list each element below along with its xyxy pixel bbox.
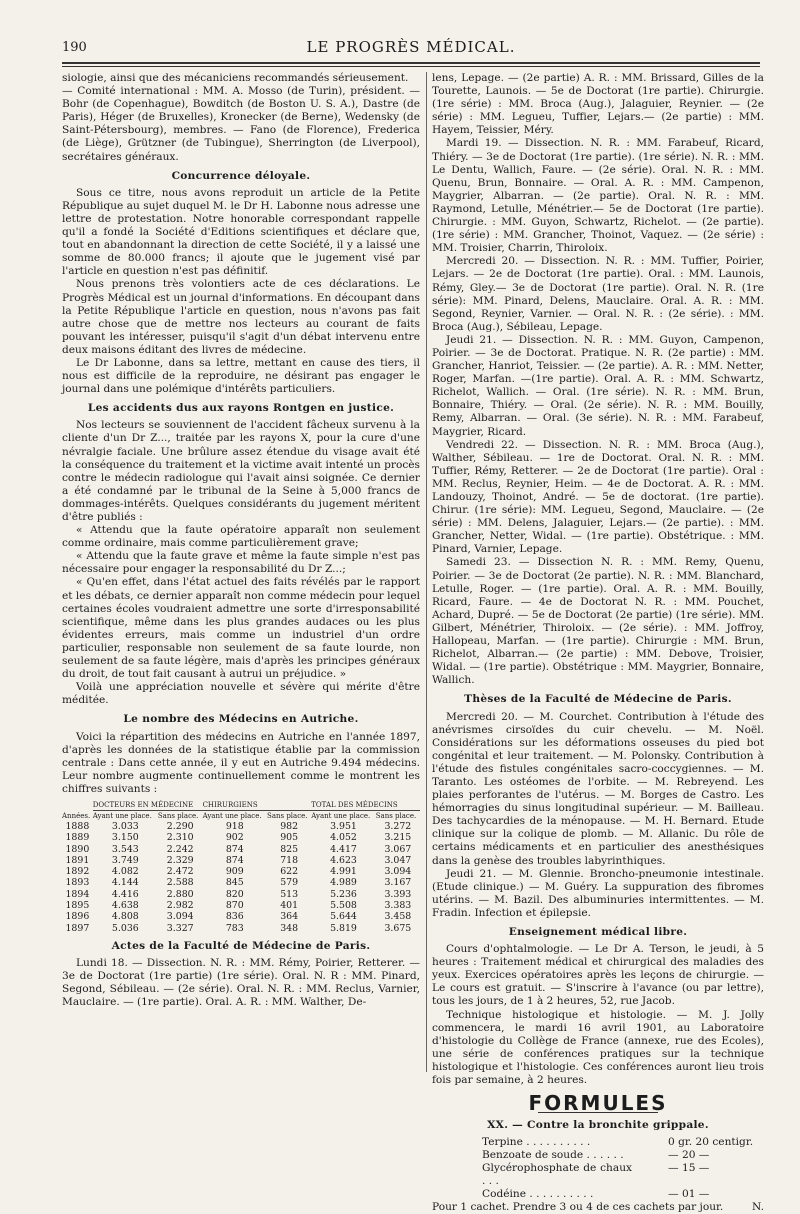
- page-number: 190: [62, 40, 87, 55]
- formula-line: [432, 1188, 764, 1201]
- count-cell: 3.094: [166, 911, 194, 923]
- section-heading: Thèses de la Faculté de Médecine de Paris.: [464, 693, 732, 706]
- journal-title: LE PROGRÈS MÉDICAL.: [306, 38, 516, 56]
- count-cell: 3.675: [384, 922, 412, 934]
- count-cell: 3.749: [111, 854, 139, 866]
- paragraph: Lundi 18. — Dissection. N. R. : MM. Rémy, Poirier, Retterer. — 3e de Doctorat (1re partie) (1re série). Oral. N. R : MM. Pinard, Segond, Sébileau. — (2e série). Oral. N. R. : MM. Reclus, Varnier, Mauclaire. — (1re partie). Oral. A. R. : MM. Walther, De-: [62, 957, 420, 1009]
- paragraph: Jeudi 21. — Dissection. N. R. : MM. Guyon, Campenon, Poirier. — 3e de Doctorat. Pratique. N. R. (2e partie) : MM. Grancher, Hanriot, Teissier. — (2e partie). A. R. : MM. Netter, Roger, Marfan. —(1re partie). Oral. A. R. : MM. Schwartz, Richelot, Wallich. — Oral. (1re série). N. R. : MM. Brun, Bonnaire, Thiéry. — Oral. (2e série). N. R. : MM. Bouilly, Remy, Albarran. — Oral. (3e série). N. R. : MM. Farabeuf, Maygrier, Ricard.: [432, 333, 764, 438]
- count-cell: 3.033: [111, 820, 139, 832]
- count-cell: 874: [225, 854, 244, 866]
- paragraph: Voici la répartition des médecins en Autriche en l'année 1897, d'après les données de la statistique établie par la commission centrale : Dans cette année, il y eut en Autriche 9.494 médecins. Leur nombre augmente continuellement comme le montrent les chiffres suivants :: [62, 730, 420, 795]
- count-cell: 3.951: [330, 820, 357, 832]
- count-cell: 2.588: [166, 877, 194, 889]
- signature: N.: [752, 1201, 764, 1214]
- table-header: Ayant une place.: [202, 811, 262, 820]
- count-cell: 2.982: [166, 900, 194, 912]
- count-cell: 2.472: [166, 866, 194, 878]
- ingredient-dose: — 20 —: [668, 1149, 710, 1162]
- count-cell: 4.052: [330, 832, 357, 844]
- paragraph: Mercredi 20. — Dissection. N. R. : MM. Tuffier, Poirier, Lejars. — 2e de Doctorat (1re partie). Oral. : MM. Launois, Rémy, Gley.— 3e de Doctorat (1re partie). Oral. N. R. (1re série): MM. Pinard, Delens, Mauclaire. Oral. A. R. : MM. Segond, Reynier, Varnier. — Oral. N. R. : (2e série). : MM. Broca (Aug.), Sébileau, Lepage.: [432, 255, 764, 333]
- table-header: Sans place.: [375, 811, 417, 820]
- header-rule: [62, 62, 760, 64]
- section-heading: XX. — Contre la bronchite grippale.: [487, 1119, 709, 1132]
- paragraph: lens, Lepage. — (2e partie) A. R. : MM. Brissard, Gilles de la Tourette, Launois. — 5e de Doctorat (1re partie). Chirurgie. (1re série) : MM. Broca (Aug.), Jalaguier, Reynier. — (2e série) : MM. Legueu, Tuffier, Lejars.— (2e partie) : MM. Hayem, Teissier, Méry.: [432, 72, 764, 137]
- ingredient-dose: — 15 —: [668, 1162, 710, 1175]
- paragraph: Mercredi 20. — M. Courchet. Contribution à l'étude des anévrismes cirsoïdes du cuir chevelu. — M. Noël. Considérations sur les déformations osseuses du pied bot congénital et leur traitement. — M. Polonsky. Contribution à l'étude des fistules congénitales sacro-coccygiennes. — M. Taranto. Les ostéomes de l'orbite. — M. Rebreyend. Les plaies perforantes de l'utérus. — M. Borges de Castro. Les hémorragies du sinus longitudinal supérieur. — M. Bailleau. Des tachycardies de la ménopause. — M. H. Bernard. Etude clinique sur la colique de plomb. — M. Allanic. Du rôle de certains médicaments et en particulier des anesthésiques dans la genèse des troubles labyrinthiques.: [432, 710, 764, 867]
- count-cell: 870: [225, 900, 244, 912]
- count-cell: 909: [225, 866, 244, 878]
- count-cell: 4.989: [330, 877, 357, 889]
- count-cell: 825: [280, 843, 299, 855]
- count-cell: 3.458: [384, 911, 412, 923]
- doctors-statistics-table: [62, 800, 420, 934]
- count-cell: 783: [225, 922, 244, 934]
- count-cell: 5.236: [330, 888, 357, 900]
- formula-line: [432, 1162, 764, 1188]
- count-cell: 5.036: [111, 922, 139, 934]
- count-cell: 3.094: [384, 866, 412, 878]
- count-cell: 918: [225, 820, 244, 832]
- dosage-instructions: Pour 1 cachet. Prendre 3 ou 4 de ces cachets par jour.: [432, 1201, 724, 1214]
- paragraph: siologie, ainsi que des mécaniciens recommandés sérieusement.: [62, 72, 409, 84]
- header-rule-thin: [62, 66, 760, 67]
- table-row: [62, 900, 420, 911]
- section-heading: Enseignement médical libre.: [508, 926, 688, 938]
- year-cell: 1895: [65, 900, 90, 912]
- ingredient-dose: 0 gr. 20 centigr.: [668, 1136, 754, 1149]
- table-row: [62, 889, 420, 900]
- count-cell: 364: [280, 911, 299, 923]
- count-cell: 4.991: [330, 866, 357, 878]
- paragraph: « Qu'en effet, dans l'état actuel des faits révélés par le rapport et les débats, ce dernier apparaît non comme médecin pour lequel certaines écoles voudraient admettre une sorte d'irresponsabilité scientifique, même dans les plus grandes audaces ou les plus évidentes erreurs, mais comme un industriel d'un ordre particulier, responsable non seulement de sa faute lourde, non seulement de sa faute légère, mais d'après les principes généraux du droit, de tout fait causant à autrui un préjudice. »: [62, 576, 420, 681]
- formules-heading: FORMULES: [528, 1091, 668, 1116]
- formula-line: [432, 1136, 764, 1149]
- section-heading: Concurrence déloyale.: [171, 169, 311, 182]
- count-cell: 3.272: [384, 820, 412, 832]
- paragraph: Samedi 23. — Dissection N. R. : MM. Remy, Quenu, Poirier. — 3e de Doctorat (2e partie). N. R. : MM. Blanchard, Letulle, Roger. — (1re partie). Oral. A. R. : MM. Bouilly, Ricard, Faure. — 4e de Doctorat N. R. : MM. Pouchet, Achard, Dupré. — 5e de Doctorat (2e partie) (1re série). MM. Gilbert, Ménétrier, Thiroloix. — (2e série). : MM. Joffroy, Hallopeau, Marfan. — (1re partie). Chirurgie : MM. Brun, Richelot, Albarran.— (2e partie) : MM. Debove, Troisier, Widal. — (1re partie). Obstétrique : MM. Maygrier, Bonnaire, Wallich.: [432, 556, 764, 687]
- paragraph: Mardi 19. — Dissection. N. R. : MM. Farabeuf, Ricard, Thiéry. — 3e de Doctorat (1re partie). (1re série). N. R. : MM. Le Dentu, Wallich, Faure. — (2e série). Oral. N. R. : MM. Quenu, Brun, Bonnaire. — Oral. A. R. : MM. Campenon, Maygrier, Albarran. — (2e partie). Oral. N. R. : MM. Raymond, Letulle, Ménétrier.— 5e de Doctorat (1re partie). Chirurgie. : MM. Guyon, Schwartz, Richelot. — (2e partie). (1re série) : MM. Grancher, Thoinot, Vaquez. — (2e série) : MM. Troisier, Charrin, Thiroloix.: [432, 137, 764, 255]
- table-header: [62, 800, 93, 811]
- table-header: Années.: [62, 811, 91, 820]
- count-cell: 4.144: [111, 877, 139, 889]
- count-cell: 874: [225, 843, 244, 855]
- paragraph: « Attendu que la faute grave et même la faute simple n'est pas nécessaire pour engager la responsabilité du Dr Z...;: [62, 550, 420, 576]
- count-cell: 401: [280, 900, 299, 912]
- count-cell: 3.167: [384, 877, 412, 889]
- section-heading: Actes de la Faculté de Médecine de Paris.: [111, 939, 371, 952]
- count-cell: 2.880: [166, 888, 194, 900]
- count-cell: 348: [280, 922, 299, 934]
- table-group-header: CHIRURGIENS: [203, 800, 312, 811]
- count-cell: 2.242: [166, 843, 194, 855]
- right-column: [432, 72, 764, 1214]
- table-row: [62, 855, 420, 866]
- count-cell: 3.047: [384, 854, 412, 866]
- count-cell: 4.417: [330, 843, 357, 855]
- paragraph: « Attendu que la faute opératoire apparaît non seulement comme ordinaire, mais comme particulièrement grave;: [62, 524, 420, 550]
- table-row: [62, 832, 420, 843]
- table-header: Sans place.: [267, 811, 308, 820]
- count-cell: 622: [280, 866, 299, 878]
- table-row: [62, 821, 420, 832]
- paragraph: Nous prenons très volontiers acte de ces déclarations. Le Progrès Médical est un journal d'informations. En découpant dans la Petite République l'article en question, nous n'avons pas fait autre chose que de mettre nos lecteurs au courant de faits pouvant les intéresser, puisqu'il s'agit d'un débat intervenu entre deux maisons éditant des livres de médecine.: [62, 278, 420, 356]
- formula-line: [432, 1149, 764, 1162]
- count-cell: 718: [280, 854, 299, 866]
- ingredient-name: Glycérophosphate de chaux . . .: [482, 1162, 632, 1188]
- count-cell: 3.383: [384, 900, 412, 912]
- table-header: Sans place.: [157, 811, 199, 820]
- ingredient-name: Benzoate de soude . . . . . .: [482, 1149, 624, 1162]
- count-cell: 2.290: [166, 820, 194, 832]
- table-group-header: DOCTEURS EN MÉDECINE: [93, 800, 203, 811]
- left-column: [62, 72, 420, 1009]
- count-cell: 2.329: [166, 854, 194, 866]
- count-cell: 4.638: [111, 900, 139, 912]
- ingredient-name: Codéine . . . . . . . . . .: [482, 1188, 594, 1201]
- count-cell: 836: [225, 911, 244, 923]
- count-cell: 579: [280, 877, 299, 889]
- paragraph: Jeudi 21. — M. Glennie. Broncho-pneumonie intestinale. (Etude clinique.) — M. Guéry. La suppuration des fibromes utérins. — M. Bazil. Des albuminuries intermittentes. — M. Fradin. Infection et épilepsie.: [432, 867, 764, 919]
- year-cell: 1890: [65, 843, 90, 855]
- table-row: [62, 911, 420, 922]
- table-row: [62, 844, 420, 855]
- count-cell: 2.310: [166, 832, 194, 844]
- count-cell: 5.508: [330, 900, 357, 912]
- table-row: [62, 923, 420, 934]
- count-cell: 3.215: [384, 832, 412, 844]
- count-cell: 4.808: [111, 911, 139, 923]
- year-cell: 1896: [65, 911, 90, 923]
- year-cell: 1897: [65, 922, 90, 934]
- formula-list: [432, 1136, 764, 1214]
- count-cell: 902: [225, 832, 244, 844]
- section-heading: Les accidents dus aux rayons Rontgen en justice.: [87, 402, 395, 415]
- count-cell: 905: [280, 832, 299, 844]
- count-cell: 3.067: [384, 843, 412, 855]
- count-cell: 3.543: [111, 843, 139, 855]
- paragraph: Vendredi 22. — Dissection. N. R. : MM. Broca (Aug.), Walther, Sébileau. — 1re de Doctorat. Oral. N. R. : MM. Tuffier, Rémy, Retterer. — 2e de Doctorat (1re partie). Oral : MM. Reclus, Reynier, Heim. — 4e de Doctorat. A. R. : MM. Landouzy, Thoinot, André. — 5e de doctorat. (1re partie). Chirur. (1re série): MM. Legueu, Segond, Mauclaire. — (2e série) : MM. Delens, Jalaguier, Lejars.— (2e partie). : MM. Grancher, Netter, Widal. — (1re partie). Obstétrique. : MM. Pinard, Varnier, Lepage.: [432, 438, 764, 556]
- count-cell: 5.819: [330, 922, 357, 934]
- count-cell: 4.623: [330, 854, 357, 866]
- year-cell: 1888: [65, 820, 90, 832]
- table-row: [62, 877, 420, 888]
- count-cell: 4.416: [111, 888, 139, 900]
- formula-footer: [432, 1201, 764, 1214]
- paragraph: Nos lecteurs se souviennent de l'accident fâcheux survenu à la cliente d'un Dr Z..., traitée par les rayons X, pour la cure d'une névralgie faciale. Une brûlure assez étendue du visage avait été la conséquence du traitement et la victime avait intenté un procès contre le médecin radiologue qui l'avait ainsi soignée. Ce dernier a été condamné par le tribunal de la Seine à 5,000 francs de dommages-intérêts. Quelques considérants du jugement méritent d'être publiés :: [62, 419, 420, 523]
- page-header: [62, 38, 760, 60]
- section-heading: Le nombre des Médecins en Autriche.: [123, 713, 359, 726]
- table-header: Ayant une place.: [311, 811, 371, 820]
- paragraph: Technique histologique et histologie. — M. J. Jolly commencera, le mardi 16 avril 1901, au Laboratoire d'histologie du Collège de France (annexe, rue des Ecoles), une série de conférences pratiques sur la technique histologique et l'histologie. Ces conférences auront lieu trois fois par semaine, à 2 heures.: [432, 1008, 764, 1087]
- paragraph: Voilà une appréciation nouvelle et sévère qui mérite d'être méditée.: [62, 681, 420, 707]
- paragraph: Sous ce titre, nous avons reproduit un article de la Petite République au sujet duquel M. le Dr H. Labonne nous adresse une lettre de protestation. Notre honorable correspondant rappelle qu'il a fondé la Société d'Editions scientifiques et déclare que, tout en abandonnant la direction de cette Société, il y a laissé une somme de 80.000 francs; il ajoute que le jugement visé par l'article en question n'est pas définitif.: [62, 186, 420, 278]
- table-group-header: TOTAL DES MÉDECINS: [311, 800, 420, 811]
- year-cell: 1891: [65, 854, 90, 866]
- paragraph: Le Dr Labonne, dans sa lettre, mettant en cause des tiers, il nous est difficile de la reproduire, ne désirant pas engager le journal dans une polémique d'intérêts particuliers.: [62, 356, 420, 396]
- count-cell: 4.082: [111, 866, 139, 878]
- ingredient-dose: — 01 —: [668, 1188, 710, 1201]
- paragraph: — Comité international : MM. A. Mosso (de Turin), président. — Bohr (de Copenhague), Bowditch (de Boston U. S. A.), Dastre (de Paris), Héger (de Bruxelles), Kronecker (de Berne), Wedensky (de Saint-Pétersbourg), membres. — Fano (de Florence), Frederica (de Liège), Grützner (de Tubingue), Sherrington (de Liverpool), secrétaires généraux.: [62, 85, 420, 163]
- column-divider: [426, 72, 427, 1072]
- year-cell: 1892: [65, 866, 90, 878]
- paragraph: Cours d'ophtalmologie. — Le Dr A. Terson, le jeudi, à 5 heures : Traitement médical et chirurgical des maladies des yeux. Exercices opératoires après les leçons de chirurgie. — Le cours est gratuit. — S'inscrire à l'avance (ou par lettre), tous les jours, de 1 à 2 heures, 52, rue Jacob.: [432, 943, 764, 1008]
- count-cell: 3.393: [384, 888, 412, 900]
- count-cell: 513: [280, 888, 299, 900]
- year-cell: 1889: [65, 832, 90, 844]
- count-cell: 845: [225, 877, 244, 889]
- table-header: Ayant une place.: [92, 811, 152, 820]
- count-cell: 820: [225, 888, 244, 900]
- table-row: [62, 866, 420, 877]
- count-cell: 3.150: [111, 832, 139, 844]
- count-cell: 5.644: [330, 911, 357, 923]
- year-cell: 1893: [65, 877, 90, 889]
- count-cell: 3.327: [166, 922, 194, 934]
- count-cell: 982: [280, 820, 299, 832]
- ingredient-name: Terpine . . . . . . . . . .: [482, 1136, 591, 1149]
- year-cell: 1894: [65, 888, 90, 900]
